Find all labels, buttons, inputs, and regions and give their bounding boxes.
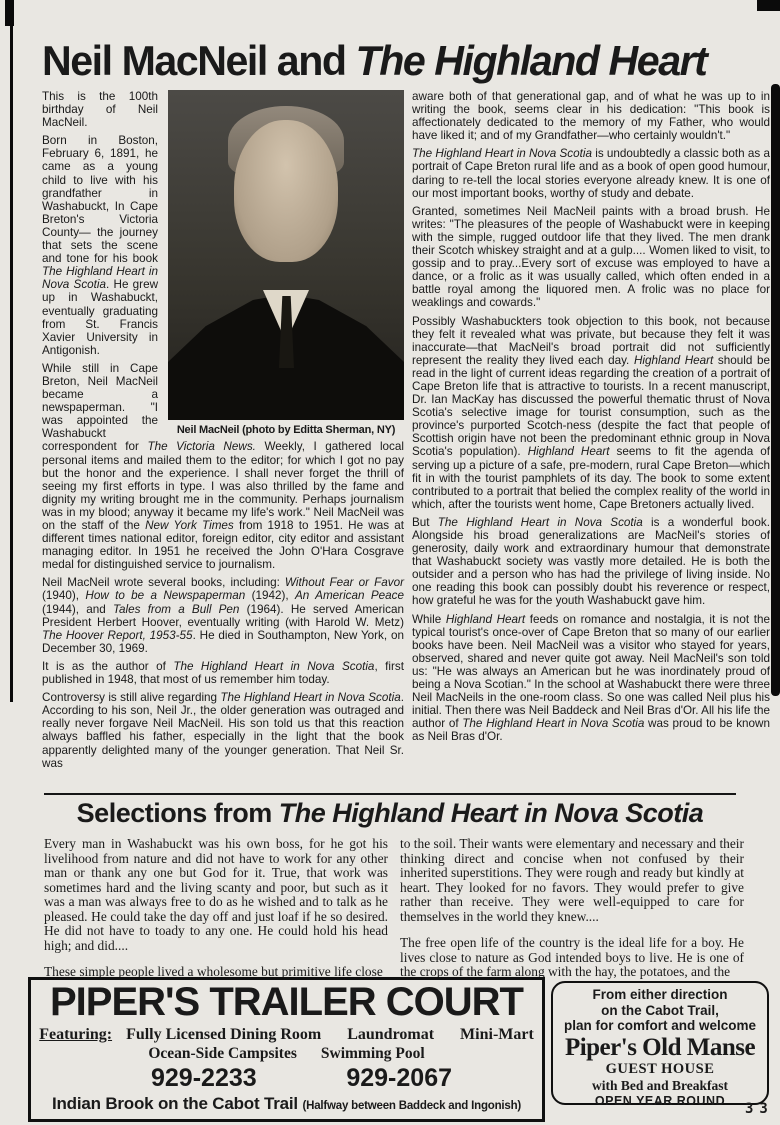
- article-paragraph: It is as the author of The Highland Heart in Nova Scotia, first published in 1948, that most of us remember him today.: [42, 659, 404, 687]
- location-text: Indian Brook on the Cabot Trail: [51, 1094, 298, 1114]
- selections-left-column: [44, 837, 388, 992]
- phone-number: 929-2067: [346, 1064, 452, 1092]
- selections-heading: [0, 799, 780, 829]
- feature-item: Fully Licensed Dining Room: [126, 1026, 322, 1043]
- photo-caption: Neil MacNeil (photo by Editta Sherman, NY): [176, 424, 396, 436]
- scan-artifact-left-rule: [10, 0, 13, 702]
- article: [42, 90, 770, 775]
- article-right-column: [412, 90, 770, 775]
- article-paragraph: Possibly Washabuckters took objection to this book, not because they felt it revealed what was private, but because they felt it was inaccurate—that MacNeil's broad portrait did not sufficiently represent the reality they lived each day. Highland Heart should be read in the light of current ideas regarding the creation of a portrait of Cape Breton life that is attractive to tourists. In a recent manuscript, Dr. Ian MacKay has discussed the powerful thematic thrust of Nova Scotia's selective image for tourist consumption, such as the province's purported Scotch-ness (despite the fact that people of Scottish origin have not been the predominant ethnic group in Nova Scotia's population). Highland Heart seems to fit the agenda of serving up a picture of a safe, pre-modern, rural Cape Breton—which fit in with the tourist pamphlets of its day. The book to some extent contributed to a portrait that belied the complex reality of the world in which, after the tourists went home, Cape Bretoners actually lived.: [412, 314, 771, 511]
- article-paragraph: Neil MacNeil wrote several books, including: Without Fear or Favor (1940), How to be a Newspaperman (1942), An American Peace (1944), and Tales from a Bull Pen (1964). He served American President Herbert Hoover, eventually writing (with Harold W. Metz) The Hoover Report, 1953-55. He died in Southampton, New York, on December 30, 1969.: [42, 576, 404, 655]
- selection-paragraph: Every man in Washabuckt was his own boss, for he got his livelihood from nature and did not have to work for any other man or thank any one but God for it. True, that work was sometimes hard and the living scanty and poor, but such as it was a man was always free to do as he wished and to talk as he pleased. He could take the day off and just loaf if he so desired. He did not have to toady to any one. He could hold his head high; and did....: [44, 836, 388, 953]
- selections-heading-italic: The Highland Heart in Nova Scotia: [278, 798, 704, 828]
- feature-item: Laundromat: [347, 1026, 435, 1043]
- article-left-column: [42, 90, 404, 775]
- photo-face-shape: [234, 120, 338, 262]
- article-paragraph: But The Highland Heart in Nova Scotia is a wonderful book. Alongside his broad generalizations are MacNeil's stories of generosity, daily work and extraordinary humour that demonstrate that Washabuckt society was vastly more detailed. He is both the outsider and a person who has had the privilege of living inside. No one reading this book can possibly doubt his reverence or respect, how grateful he was for the youth Washabuckt gave him.: [412, 515, 770, 608]
- page-number: 33: [745, 1101, 774, 1117]
- old-manse-line: plan for comfort and welcome: [563, 1018, 757, 1033]
- page-title-regular: Neil MacNeil and: [42, 37, 356, 84]
- scan-artifact-right-strip: [771, 84, 780, 696]
- trailer-court-features-line2: [31, 1045, 542, 1063]
- trailer-court-location: [31, 1094, 542, 1114]
- article-paragraph: Controversy is still alive regarding The Highland Heart in Nova Scotia. According to his son, Neil Jr., the older generation was outraged and really never forgave Neil MacNeil. His son told us that this reaction always baffled his father, especially in the light that the book apparently delighted many of the younger generation. That Neil Sr. was: [42, 691, 404, 770]
- location-note: (Halfway between Baddeck and Ingonish): [302, 1100, 522, 1113]
- selection-paragraph: to the soil. Their wants were elementary and necessary and their thinking direct and concise when not confused by their inherited superstitions. They were rough and ready but kindly at heart. They looked for no favors. They would prefer to give rather than receive. They were well-equipped to care for themselves in the world they knew....: [400, 836, 744, 924]
- portrait-photo-block: [168, 90, 404, 437]
- selections-heading-regular: Selections from: [76, 798, 279, 828]
- selections-right-column: [400, 837, 744, 992]
- article-paragraph: aware both of that generational gap, and of what he was up to in writing the book, seems clear in his dedication: "This book is affectionately dedicated to the memory of my Father, who would have liked it; and of my Grandfather—who certainly wouldn't.": [412, 90, 770, 143]
- page-title: [42, 37, 763, 84]
- section-divider: [44, 793, 736, 795]
- featuring-label: Featuring:: [39, 1026, 113, 1043]
- selection-paragraph: These simple people lived a wholesome but primitive life close: [44, 964, 383, 979]
- old-manse-ad: [551, 981, 769, 1108]
- old-manse-open-year-round: OPEN YEAR ROUND: [594, 1094, 726, 1108]
- trailer-court-ad: [28, 977, 545, 1122]
- trailer-court-name: PIPER'S TRAILER COURT: [50, 980, 523, 1024]
- portrait-photo: [168, 90, 404, 420]
- article-paragraph: This is the 100th birthday of Neil MacNeil.: [42, 90, 158, 130]
- scan-artifact-top-left: [5, 0, 14, 26]
- article-paragraph: Born in Boston, February 6, 1891, he came as a young child to live with his grandfather in Washabuckt, In Cape Breton's Victoria County— the journey that sets the scene and tone for his book The Highland Heart in Nova Scotia. He grew up in Washabuckt, eventually graduating from St. Francis Xavier University in Antigonish.: [42, 134, 159, 357]
- selection-paragraph: The free open life of the country is the ideal life for a boy. He lives close to nature as God intended boys to live. He is one of the crops of the farm along with the hay, the potatoes, and the: [400, 935, 744, 979]
- old-manse-name: Piper's Old Manse: [564, 1033, 756, 1061]
- scan-artifact-top-right: [757, 0, 780, 11]
- trailer-court-phones: [31, 1063, 542, 1091]
- feature-item: Mini-Mart: [460, 1026, 534, 1043]
- page-title-italic: The Highland Heart: [355, 37, 707, 84]
- trailer-court-features-line1: [31, 1026, 542, 1044]
- article-paragraph: Granted, sometimes Neil MacNeil paints with a broad brush. He writes: "The pleasures of the people of Washabuckt were in keeping with the simple, rugged outdoor life that they lived. The men drank their Scotch whiskey straight and at a gulp.... Women liked to visit, to gossip and to pray...Every sort of excuse was employed to have a dance, or a frolic as it was usually called, which often ended in a battle royal among the liquored men. A frolic was no place for weaklings and cowards.": [412, 204, 770, 310]
- article-paragraph: The Highland Heart in Nova Scotia is undoubtedly a classic both as a portrait of Cape Breton rural life and as a book of open good humour, daring to re-tell the local stories everyone already knew. It is one of our most important books, worthy of study and debate.: [412, 147, 770, 200]
- phone-number: 929-2233: [151, 1064, 257, 1092]
- old-manse-bed-breakfast: with Bed and Breakfast: [592, 1078, 728, 1093]
- selections-section: [44, 837, 744, 992]
- old-manse-guest-house: GUEST HOUSE: [605, 1061, 715, 1077]
- old-manse-line: From either direction: [592, 987, 728, 1002]
- feature-item: Ocean-Side Campsites: [148, 1045, 297, 1062]
- feature-item: Swimming Pool: [320, 1045, 425, 1062]
- old-manse-line: on the Cabot Trail,: [601, 1002, 719, 1018]
- article-paragraph: While still in Cape Breton, Neil MacNeil became a newspaperman. "I was appointed the Washabuckt correspondent for The Victoria News. Weekly, I gathered local personal items and mailed them to the editor; for which I got no pay but the honor and the experience. I shall never forget the thrill of seeing my first efforts in type. I was also thrilled by the fame and dignity my writing brought me in the community. Perhaps journalism was in my blood; anyway it became my life's work." Neil MacNeil was on the staff of the New York Times from 1918 to 1951. He was at different times national editor, foreign editor, city editor and assistant managing editor. In 1951 he received the John O'Hara Cosgrave medal for distinguished service to journalism.: [42, 361, 405, 572]
- article-paragraph: While Highland Heart feeds on romance and nostalgia, it is not the typical tourist's once-over of Cape Breton that so many of our earlier books have been. Neil MacNeil was a visitor who stayed for years, observed, shared and never quite got away. Neil MacNeil's son told us: "He was always an American but he was inordinately proud of being a Nova Scotian." In the school at Washabuckt there were three Neil MacNeils in the one-room class. So one was called Neil plus his initial. Then there was Neil Baddeck and Neil Bras d'Or. All his life the author of The Highland Heart in Nova Scotia was proud to be known as Neil Bras d'Or.: [412, 612, 771, 744]
